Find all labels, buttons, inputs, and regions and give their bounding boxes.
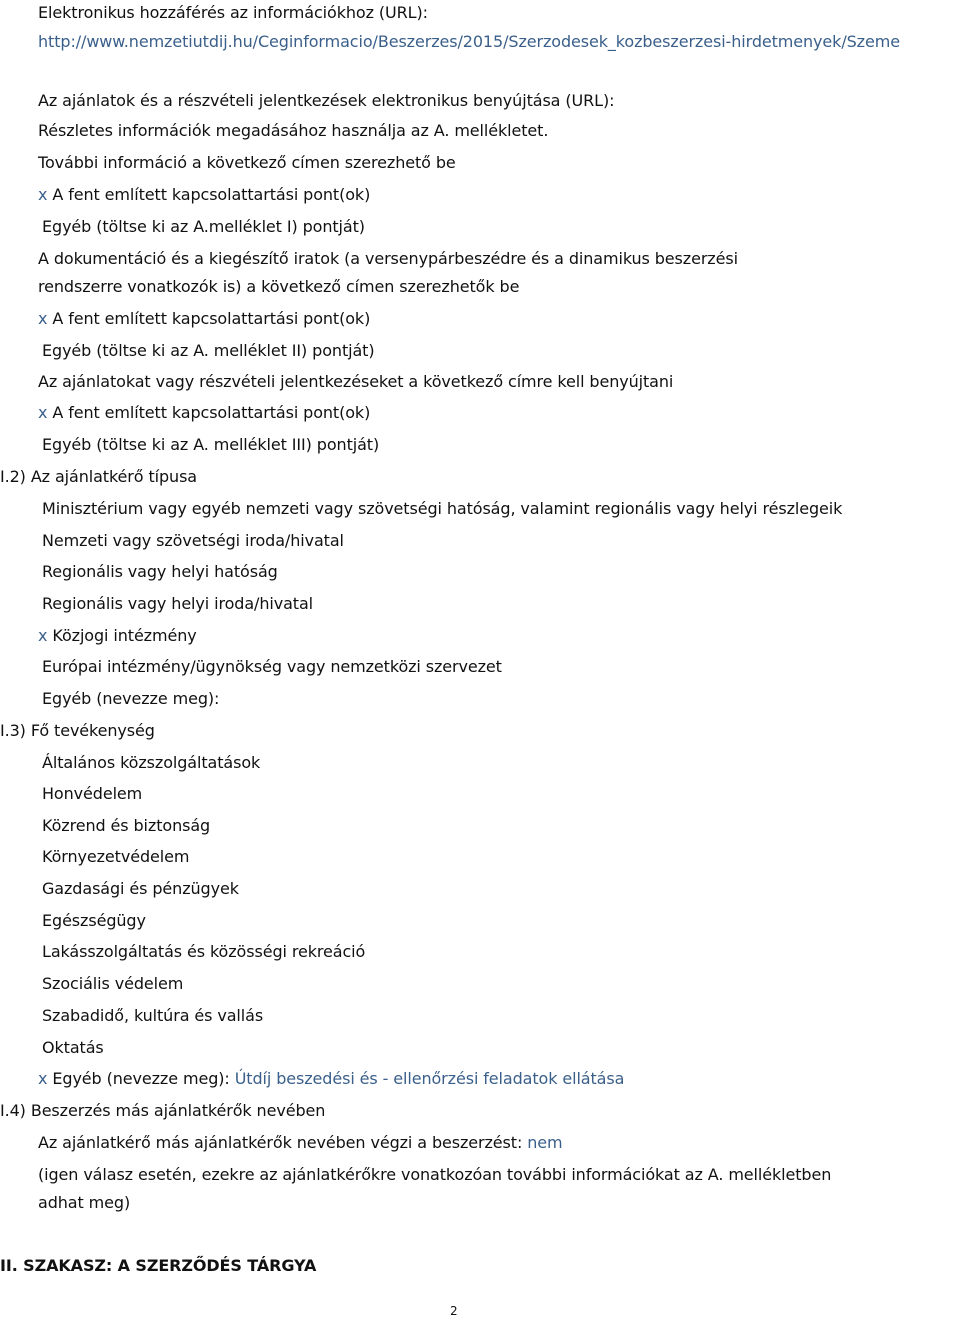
submission-label: Az ajánlatok és a részvételi jelentkezések elektronikus benyújtása (URL): (38, 91, 615, 110)
behalf-note-line-2: adhat meg) (38, 1193, 131, 1212)
bids-label: Az ajánlatokat vagy részvételi jelentkezéseket a következő címre kell benyújtani (38, 372, 674, 391)
behalf-question: Az ajánlatkérő más ajánlatkérők nevében végzi a beszerzést: nem (38, 1133, 563, 1152)
activity-item: Honvédelem (42, 784, 143, 803)
section-ii-heading: II. SZAKASZ: A SZERZŐDÉS TÁRGYA (0, 1256, 317, 1275)
authority-type-item-selected: x Közjogi intézmény (38, 626, 197, 645)
activity-item: Egészségügy (42, 911, 146, 930)
section-i2-heading: I.2) Az ajánlatkérő típusa (0, 467, 198, 486)
behalf-answer: nem (527, 1133, 563, 1152)
x-mark: x (38, 403, 48, 422)
activity-item: Közrend és biztonság (42, 816, 211, 835)
submission-note: Részletes információk megadásához használja az A. mellékletet. (38, 121, 549, 140)
activity-item: Oktatás (42, 1038, 104, 1057)
x-mark: x (38, 1069, 48, 1088)
x-mark: x (38, 185, 48, 204)
authority-type-item: Európai intézmény/ügynökség vagy nemzetközi szervezet (42, 657, 502, 676)
documentation-label-line-1: A dokumentáció és a kiegészítő iratok (a versenypárbeszédre és a dinamikus beszerzési (38, 249, 738, 268)
section-i3-heading: I.3) Fő tevékenység (0, 721, 155, 740)
further-info-option-1: x A fent említett kapcsolattartási pont(ok) (38, 185, 371, 204)
documentation-option-1: x A fent említett kapcsolattartási pont(ok) (38, 309, 371, 328)
authority-type-item: Nemzeti vagy szövetségi iroda/hivatal (42, 531, 344, 550)
authority-type-item: Minisztérium vagy egyéb nemzeti vagy szövetségi hatóság, valamint regionális vagy helyi részlegeik (42, 499, 843, 518)
page-number: 2 (450, 1304, 458, 1318)
activity-item: Gazdasági és pénzügyek (42, 879, 239, 898)
x-mark: x (38, 309, 48, 328)
activity-other-value: Útdíj beszedési és - ellenőrzési feladatok ellátása (234, 1069, 625, 1088)
documentation-label-line-2: rendszerre vonatkozók is) a következő címen szerezhetők be (38, 277, 520, 296)
bids-option-2: Egyéb (töltse ki az A. melléklet III) pontját) (42, 435, 380, 454)
authority-type-item: Regionális vagy helyi hatóság (42, 562, 278, 581)
url-link[interactable]: http://www.nemzetiutdij.hu/Ceginformacio/Beszerzes/2015/Szerzodesek_kozbeszerzesi-hirdetmenyek/Szeme (38, 32, 900, 51)
url-label: Elektronikus hozzáférés az információkhoz (URL): (38, 3, 428, 22)
authority-type-item: Egyéb (nevezze meg): (42, 689, 220, 708)
activity-item: Általános közszolgáltatások (42, 753, 261, 772)
activity-item: Szociális védelem (42, 974, 184, 993)
bids-option-1: x A fent említett kapcsolattartási pont(ok) (38, 403, 371, 422)
behalf-note-line-1: (igen válasz esetén, ezekre az ajánlatkérőkre vonatkozóan további információkat az A. mellékletben (38, 1165, 832, 1184)
activity-item-other-selected: x Egyéb (nevezze meg): Útdíj beszedési és - ellenőrzési feladatok ellátása (38, 1069, 625, 1088)
authority-type-item: Regionális vagy helyi iroda/hivatal (42, 594, 314, 613)
further-info-label: További információ a következő címen szerezhető be (38, 153, 456, 172)
activity-item: Lakásszolgáltatás és közösségi rekreáció (42, 942, 366, 961)
activity-item: Szabadidő, kultúra és vallás (42, 1006, 264, 1025)
section-i4-heading: I.4) Beszerzés más ajánlatkérők nevében (0, 1101, 326, 1120)
further-info-option-2: Egyéb (töltse ki az A.melléklet I) pontját) (42, 217, 365, 236)
activity-item: Környezetvédelem (42, 847, 190, 866)
documentation-option-2: Egyéb (töltse ki az A. melléklet II) pontját) (42, 341, 375, 360)
x-mark: x (38, 626, 48, 645)
